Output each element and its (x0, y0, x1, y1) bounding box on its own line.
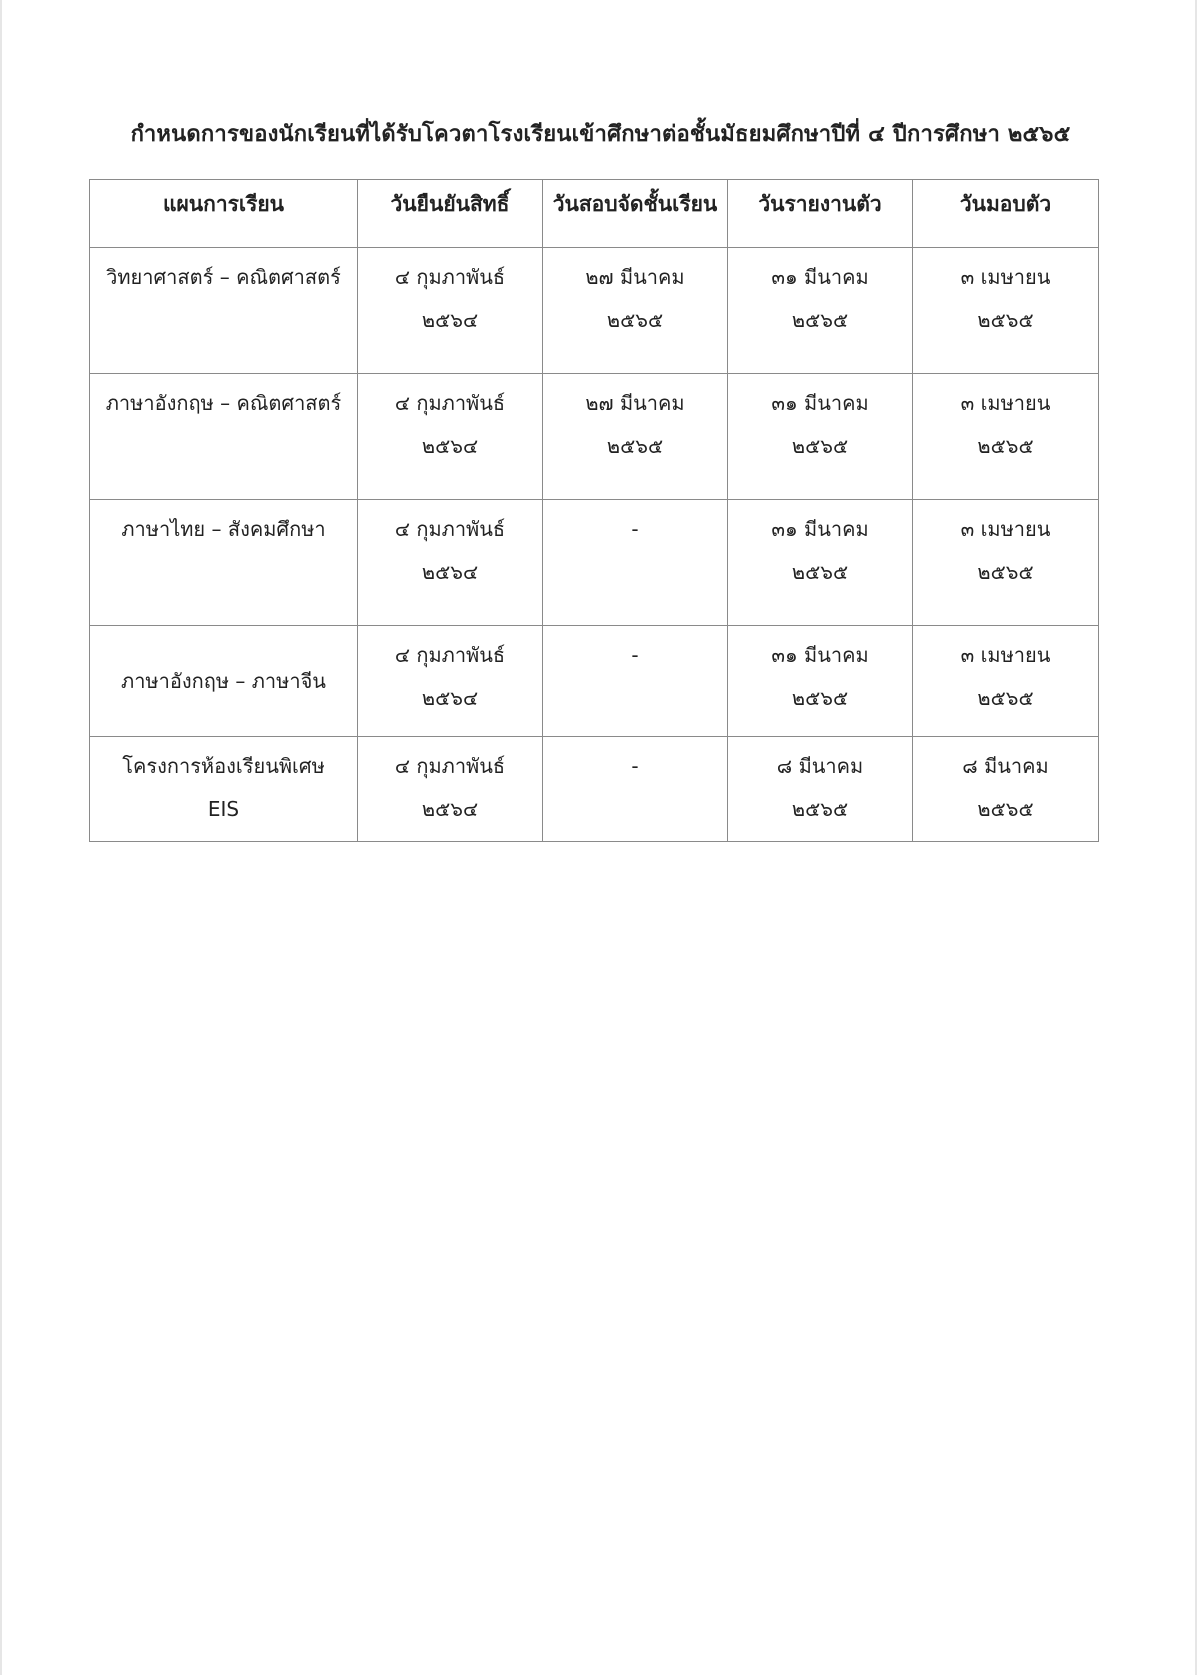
cell-enroll-date: ๘ มีนาคม ๒๕๖๕ (913, 737, 1099, 842)
cell-report-date: ๓๑ มีนาคม ๒๕๖๕ (728, 626, 913, 737)
cell-exam-date: - (543, 626, 728, 737)
table-row (90, 248, 1099, 374)
cell-study-plan: วิทยาศาสตร์ – คณิตศาสตร์ (90, 248, 358, 374)
header-report-date: วันรายงานตัว (728, 180, 913, 248)
cell-confirm-date: ๔ กุมภาพันธ์ ๒๕๖๔ (358, 737, 543, 842)
cell-study-plan: ภาษาอังกฤษ – คณิตศาสตร์ (90, 374, 358, 500)
schedule-table (89, 179, 1099, 842)
header-placement-exam-date: วันสอบจัดชั้นเรียน (543, 180, 728, 248)
cell-confirm-date: ๔ กุมภาพันธ์ ๒๕๖๔ (358, 374, 543, 500)
cell-study-plan: โครงการห้องเรียนพิเศษ EIS (90, 737, 358, 842)
cell-enroll-date: ๓ เมษายน ๒๕๖๕ (913, 248, 1099, 374)
header-enrollment-date: วันมอบตัว (913, 180, 1099, 248)
table-row (90, 374, 1099, 500)
cell-confirm-date: ๔ กุมภาพันธ์ ๒๕๖๔ (358, 248, 543, 374)
cell-exam-date: - (543, 737, 728, 842)
header-study-plan: แผนการเรียน (90, 180, 358, 248)
cell-enroll-date: ๓ เมษายน ๒๕๖๕ (913, 626, 1099, 737)
cell-confirm-date: ๔ กุมภาพันธ์ ๒๕๖๔ (358, 626, 543, 737)
document-title: กำหนดการของนักเรียนที่ได้รับโควตาโรงเรียนเข้าศึกษาต่อชั้นมัธยมศึกษาปีที่ ๔ ปีการศึกษา ๒๕๖๕ (130, 122, 1071, 147)
header-confirm-date: วันยืนยันสิทธิ์ (358, 180, 543, 248)
cell-report-date: ๓๑ มีนาคม ๒๕๖๕ (728, 500, 913, 626)
cell-report-date: ๘ มีนาคม ๒๕๖๕ (728, 737, 913, 842)
table-row (90, 737, 1099, 842)
cell-report-date: ๓๑ มีนาคม ๒๕๖๕ (728, 248, 913, 374)
table-row (90, 500, 1099, 626)
table-row (90, 626, 1099, 737)
cell-exam-date: - (543, 500, 728, 626)
cell-exam-date: ๒๗ มีนาคม ๒๕๖๕ (543, 374, 728, 500)
cell-report-date: ๓๑ มีนาคม ๒๕๖๕ (728, 374, 913, 500)
table-header-row (90, 180, 1099, 248)
cell-enroll-date: ๓ เมษายน ๒๕๖๕ (913, 500, 1099, 626)
cell-enroll-date: ๓ เมษายน ๒๕๖๕ (913, 374, 1099, 500)
cell-study-plan: ภาษาอังกฤษ – ภาษาจีน (90, 626, 358, 737)
cell-confirm-date: ๔ กุมภาพันธ์ ๒๕๖๔ (358, 500, 543, 626)
cell-exam-date: ๒๗ มีนาคม ๒๕๖๕ (543, 248, 728, 374)
cell-study-plan: ภาษาไทย – สังคมศึกษา (90, 500, 358, 626)
